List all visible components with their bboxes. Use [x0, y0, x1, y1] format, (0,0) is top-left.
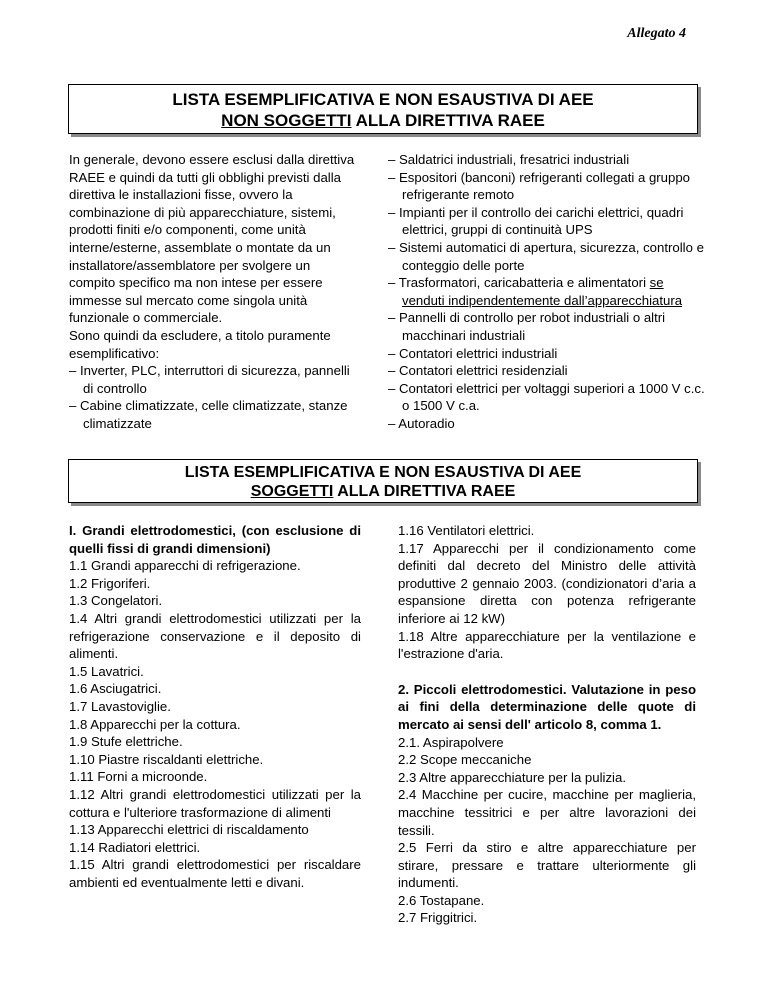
list-item: 1.6 Asciugatrici.: [69, 681, 162, 697]
list-item: 1.3 Congelatori.: [69, 593, 163, 609]
category-heading: I. Grandi elettrodomestici, (con esclusione di quelli fissi di grandi dimensioni): [69, 523, 361, 556]
list-item: 2.3 Altre apparecchiature per la pulizia.: [398, 769, 626, 785]
list-item: – Cabine climatizzate, celle climatizzate, stanze climatizzate: [69, 398, 348, 431]
list-item: 1.1 Grandi apparecchi di refrigerazione.: [69, 558, 301, 574]
list-item: 1.14 Radiatori elettrici.: [69, 839, 201, 855]
spacer: [398, 663, 696, 681]
category-heading: 2. Piccoli elettrodomestici. Valutazione in peso ai fini della determinazione delle quote di mercato ai sensi dell' articolo 8, comma 1.: [398, 681, 696, 732]
list-item: 1.13 Apparecchi elettrici di riscaldamento: [69, 822, 309, 838]
list-item: 2.2 Scope meccaniche: [398, 752, 532, 768]
list-item: 2.7 Friggitrici.: [398, 910, 478, 926]
list-item: 1.5 Lavatrici.: [69, 663, 144, 679]
list-item: 1.16 Ventilatori elettrici.: [398, 523, 535, 538]
title-line1: LISTA ESEMPLIFICATIVA E NON ESAUSTIVA DI AEE: [172, 90, 594, 109]
section2-right-column: [398, 522, 696, 927]
list-item: – Sistemi automatici di apertura, sicurezza, controllo e conteggio delle porte: [388, 239, 704, 273]
list-item: 2.6 Tostapane.: [398, 892, 485, 908]
list-item: 1.8 Apparecchi per la cottura.: [69, 716, 241, 732]
title-box-not-subject: [68, 84, 698, 134]
list-item: 1.11 Forni a microonde.: [69, 769, 208, 785]
title-underlined: SOGGETTI: [250, 483, 334, 500]
list-item: 2.4 Macchine per cucire, macchine per maglieria, macchine tessitrici e per altre lavorazioni dei tessili.: [398, 787, 696, 838]
section1-right-column: [388, 151, 708, 433]
list-item: – Contatori elettrici residenziali: [388, 363, 568, 379]
list-item: 1.15 Altri grandi elettrodomestici per riscaldare ambienti ed eventualmente letti e divani.: [69, 857, 361, 890]
list-item: 1.17 Apparecchi per il condizionamento come definiti dal decreto del Ministro delle attività produttive 2 gennaio 2003. (condizionatori d’aria a espansione diretta con potenza refrigerante inferiore ai 12 kW): [398, 540, 696, 626]
title-underlined: NON SOGGETTI: [221, 111, 352, 130]
list-item: – Autoradio: [388, 415, 455, 431]
list-item: – Pannelli di controllo per robot industriali o altri macchinari industriali: [388, 310, 666, 343]
list-item: 2.1. Aspirapolvere: [398, 734, 504, 750]
list-item: 1.4 Altri grandi elettrodomestici utilizzati per la refrigerazione conservazione e il deposito di alimenti.: [69, 610, 361, 662]
list-item: 1.9 Stufe elettriche.: [69, 734, 183, 750]
section1-left-column: [69, 151, 359, 433]
list-item: 2.5 Ferri da stiro e altre apparecchiature per stirare, pressare e trattare ulteriormente gli indumenti.: [398, 840, 696, 891]
list-item: – Contatori elettrici per voltaggi superiori a 1000 V c.c. o 1500 V c.a.: [388, 380, 705, 414]
transformers-underlined: se venduti indipendentemente dall’apparecchiatura: [402, 275, 683, 308]
title-rest: ALLA DIRETTIVA RAEE: [333, 483, 516, 500]
list-item: 1.10 Piastre riscaldanti elettriche.: [69, 751, 264, 767]
title-line2: [69, 482, 697, 501]
list-item: – Impianti per il controllo dei carichi elettrici, quadri elettrici, gruppi di continuità UPS: [388, 204, 684, 238]
list-item: – Saldatrici industriali, fresatrici industriali: [388, 152, 630, 167]
list-item: 1.12 Altri grandi elettrodomestici utilizzati per la cottura e l'ulteriore trasformazione di alimenti: [69, 786, 361, 820]
list-item: 1.2 Frigoriferi.: [69, 575, 151, 591]
list-item-transformers: [388, 274, 708, 309]
section2-left-column: [69, 522, 361, 891]
list-item: – Espositori (banconi) refrigeranti collegati a gruppo refrigerante remoto: [388, 169, 691, 203]
list-item: – Inverter, PLC, interruttori di sicurezza, pannelli di controllo: [69, 363, 350, 396]
title-line1: LISTA ESEMPLIFICATIVA E NON ESAUSTIVA DI AEE: [184, 464, 582, 481]
title-line2: [69, 110, 697, 131]
exclude-paragraph: Sono quindi da escludere, a titolo puramente esemplificativo:: [69, 327, 331, 361]
title-box-subject: [68, 459, 698, 503]
list-item: 1.7 Lavastoviglie.: [69, 698, 171, 714]
list-item: – Contatori elettrici industriali: [388, 345, 558, 361]
attachment-label: Allegato 4: [627, 26, 686, 41]
list-item: 1.18 Altre apparecchiature per la ventilazione e l'estrazione d'aria.: [398, 628, 696, 662]
intro-paragraph: In generale, devono essere esclusi dalla direttiva RAEE e quindi da tutti gli obblighi previsti dalla direttiva le installazioni fisse, ovvero la combinazione di più apparecchiature, sistemi, prodotti finiti e/o componenti, come unità interne/esterne, assemblate o montate da un installatore/assemblatore per svolgere un compito specifico ma non intese per essere immesse sul mercato come singola unità funzionale o commerciale.: [69, 152, 355, 326]
title-rest: ALLA DIRETTIVA RAEE: [351, 111, 545, 130]
transformers-text: – Trasformatori, caricabatteria e alimentatori: [388, 275, 650, 291]
